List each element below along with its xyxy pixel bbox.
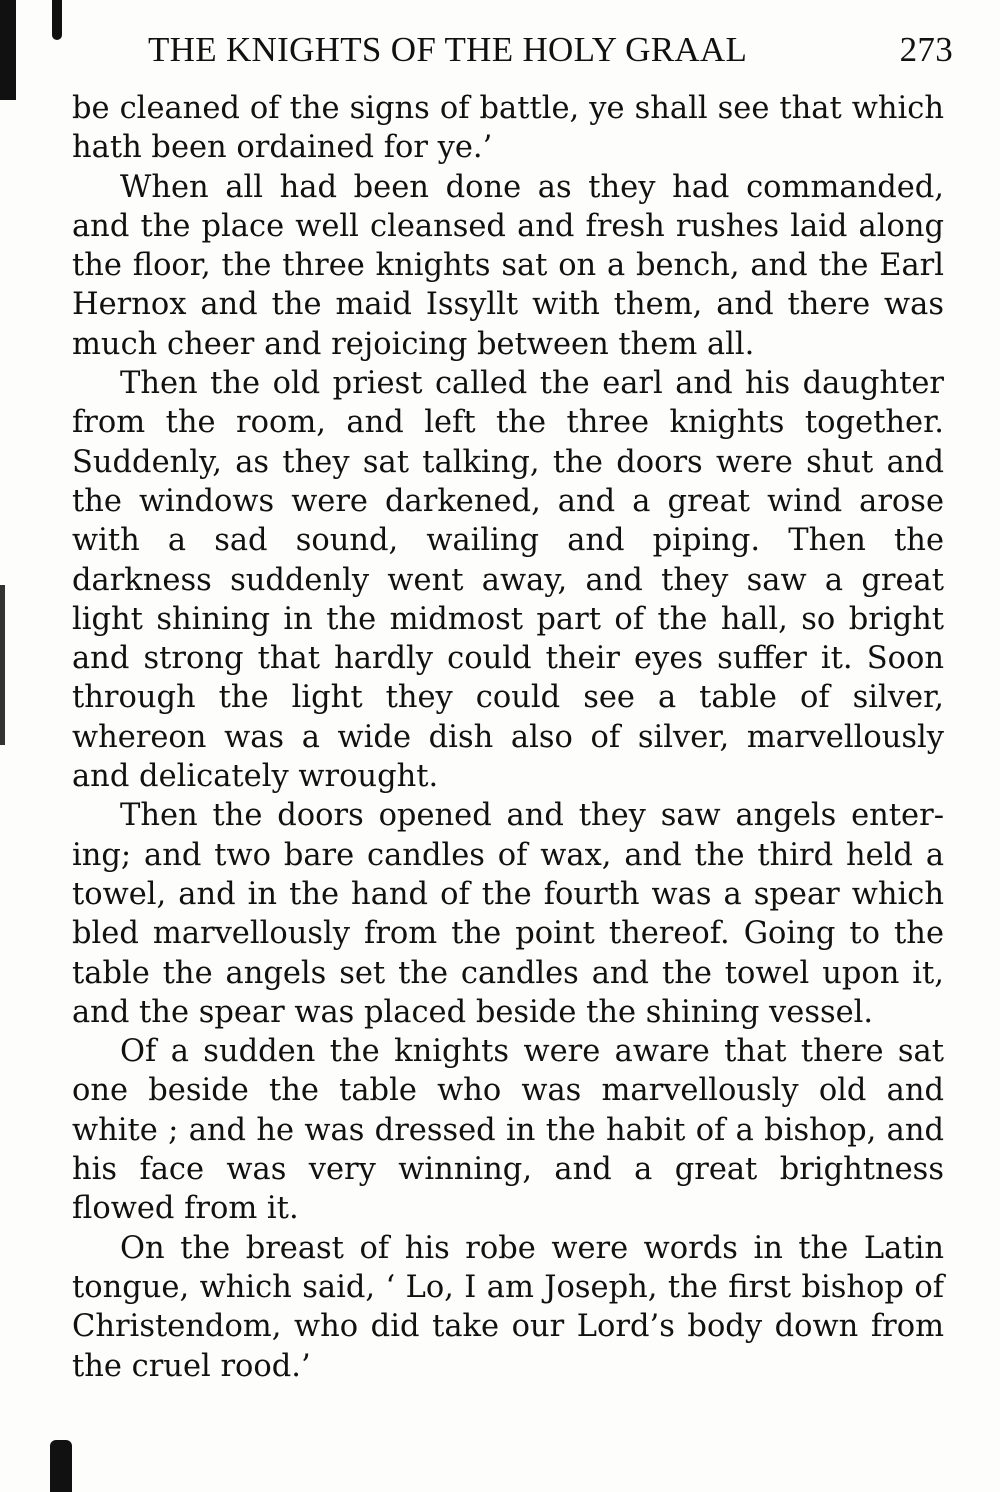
running-title: THE KNIGHTS OF THE HOLY GRAAL — [148, 30, 748, 69]
body-text — [72, 89, 944, 1386]
paragraph: On the breast of his robe were words in the Latin tongue, which said, ‘ Lo, I am Joseph, the first bishop of Christendom, who did take our Lord’s body down from the cruel rood.’ — [72, 1230, 944, 1384]
page-number: 273 — [899, 30, 953, 69]
page-edge-shadow-top — [0, 0, 16, 100]
paragraph: Of a sudden the knights were aware that there sat one beside the table who was marvellously old and white ; and he was dressed in the habit of a bishop, and his face was very winning, and a great brightness flowed from it. — [72, 1034, 944, 1227]
paragraph-continuation: be cleaned of the signs of battle, ye shall see that which hath been ordained for ye.’ — [72, 91, 944, 166]
paragraph: When all had been done as they had commanded, and the place well cleansed and fresh rushes laid along the floor, the three knights sat on a bench, and the Earl Hernox and the maid Issyllt with them, and there was much cheer and rejoicing between them all. — [72, 169, 944, 362]
paragraph: Then the old priest called the earl and his daughter from the room, and left the three knights together. Suddenly, as they sat talking, the doors were shut and the windows were darkened, and a great wind arose with a sad sound, wailing and piping. Then the darkness suddenly went away, and they saw a great light shining in the midmost part of the hall, so bright and strong that hardly could their eyes suffer it. Soon through the light they could see a table of silver, whereon was a wide dish also of silver, marvellously and delicately wrought. — [72, 366, 944, 795]
paragraph: Then the doors opened and they saw angels entering; and two bare candles of wax, and the third held a towel, and in the hand of the fourth was a spear which bled marvellously from the point thereof. Going to the table the angels set the candles and the towel upon it, and the spear was placed beside the shining vessel. — [72, 798, 944, 1030]
page-edge-notch — [52, 0, 62, 40]
page-edge-shadow-bottom — [50, 1440, 72, 1492]
running-header — [148, 28, 953, 72]
page-edge-shadow-middle — [0, 585, 5, 745]
